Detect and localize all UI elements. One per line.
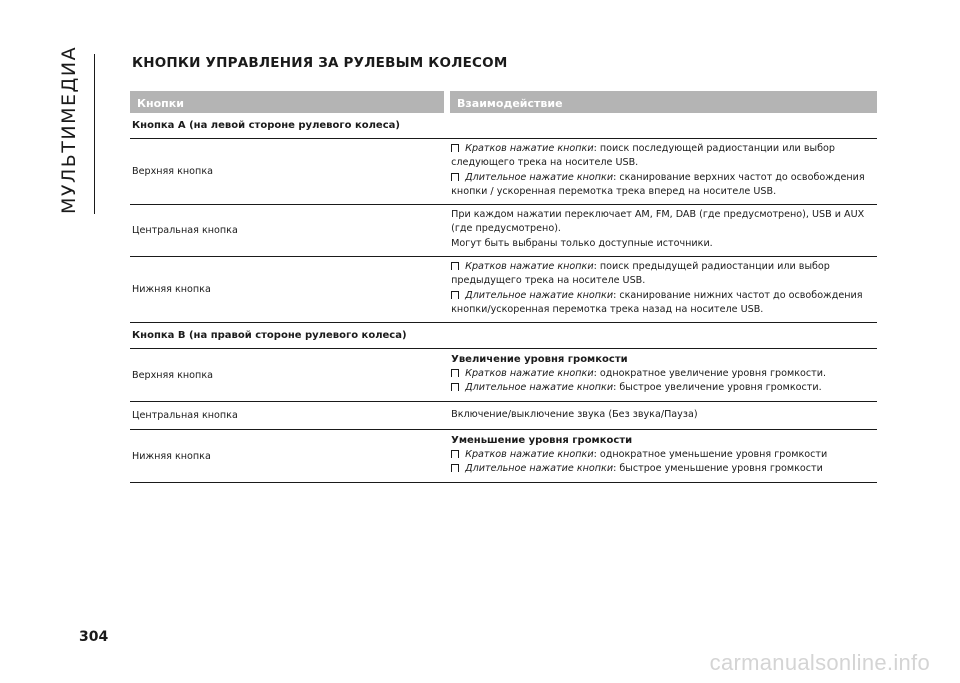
row-action <box>451 204 877 257</box>
press-type: Длительное нажатие кнопки <box>465 463 614 475</box>
steering-button-icon <box>451 291 459 299</box>
action-text: : сканирование верхних частот до освобождения <box>613 171 865 183</box>
action-text: При каждом нажатии переключает AM, FM, DAB (где предусмотрено), USB и AUX <box>451 209 865 221</box>
press-type: Кратков нажатие кнопки <box>465 448 594 460</box>
press-type: Длительное нажатие кнопки <box>465 171 614 183</box>
watermark: carmanualsonline.info <box>709 650 930 675</box>
page-title: КНОПКИ УПРАВЛЕНИЯ ЗА РУЛЕВЫМ КОЛЕСОМ <box>132 55 508 71</box>
action-text: : однократное уменьшение уровня громкости <box>593 448 828 460</box>
steering-button-icon <box>451 369 459 377</box>
row-action <box>451 138 877 205</box>
header-interaction: Взаимодействие <box>450 91 877 113</box>
table-header <box>130 91 877 113</box>
row-action <box>451 349 877 402</box>
action-text: : сканирование нижних частот до освобождения <box>613 289 863 301</box>
steering-button-icon <box>451 144 459 152</box>
row-label: Верхняя кнопка <box>132 369 213 381</box>
press-type: Кратков нажатие кнопки <box>465 142 594 154</box>
row-label: Центральная кнопка <box>132 225 238 236</box>
action-text: Включение/выключение звука (Без звука/Пауза) <box>451 408 698 420</box>
row-action <box>451 256 877 323</box>
row-label: Центральная кнопка <box>132 410 238 421</box>
action-text: : быстрое уменьшение уровня громкости <box>613 463 823 475</box>
row-label: Нижняя кнопка <box>132 284 211 295</box>
table-row <box>130 430 877 483</box>
press-type: Кратков нажатие кнопки <box>465 367 594 379</box>
steering-button-icon <box>451 173 459 181</box>
table-row <box>130 349 877 402</box>
action-text: : поиск последующей радиостанции или выбор <box>593 142 835 154</box>
press-type: Длительное нажатие кнопки <box>465 382 614 394</box>
action-text: : быстрое увеличение уровня громкости. <box>613 382 822 394</box>
table-row <box>130 139 877 205</box>
controls-table <box>130 91 877 483</box>
table-row <box>130 257 877 323</box>
section-button-b: Кнопка В (на правой стороне рулевого колеса) <box>130 323 877 349</box>
steering-button-icon <box>451 262 459 270</box>
steering-button-icon <box>451 383 459 391</box>
header-buttons: Кнопки <box>130 91 444 113</box>
page-number: 304 <box>79 629 109 645</box>
action-text: : поиск предыдущей радиостанции или выбор <box>593 260 830 272</box>
row-action <box>451 406 877 425</box>
press-type: Длительное нажатие кнопки <box>465 289 614 301</box>
row-label: Верхняя кнопка <box>132 166 213 177</box>
steering-button-icon <box>451 450 459 458</box>
table-row <box>130 205 877 257</box>
action-text: Могут быть выбраны только доступные источники. <box>451 237 713 249</box>
action-text: следующего трека на носителе USB. <box>451 157 639 169</box>
action-text: предыдущего трека на носителе USB. <box>451 275 646 287</box>
section-button-a: Кнопка А (на левой стороне рулевого колеса) <box>130 113 877 139</box>
press-type: Кратков нажатие кнопки <box>465 260 594 272</box>
steering-button-icon <box>451 464 459 472</box>
row-action <box>451 430 877 483</box>
action-text: (где предусмотрено). <box>451 223 561 235</box>
side-section-title: МУЛЬТИМЕДИА <box>58 45 80 214</box>
table-row <box>130 402 877 430</box>
action-text: кнопки/ускоренная перемотка трека назад на носителе USB. <box>451 303 764 315</box>
row-label: Нижняя кнопка <box>132 450 211 462</box>
action-text: кнопки / ускоренная перемотка трека вперед на носителе USB. <box>451 185 777 197</box>
action-heading: Уменьшение уровня громкости <box>451 434 633 446</box>
side-divider <box>94 54 95 214</box>
action-text: : однократное увеличение уровня громкости. <box>593 367 827 379</box>
action-heading: Увеличение уровня громкости <box>451 353 628 365</box>
